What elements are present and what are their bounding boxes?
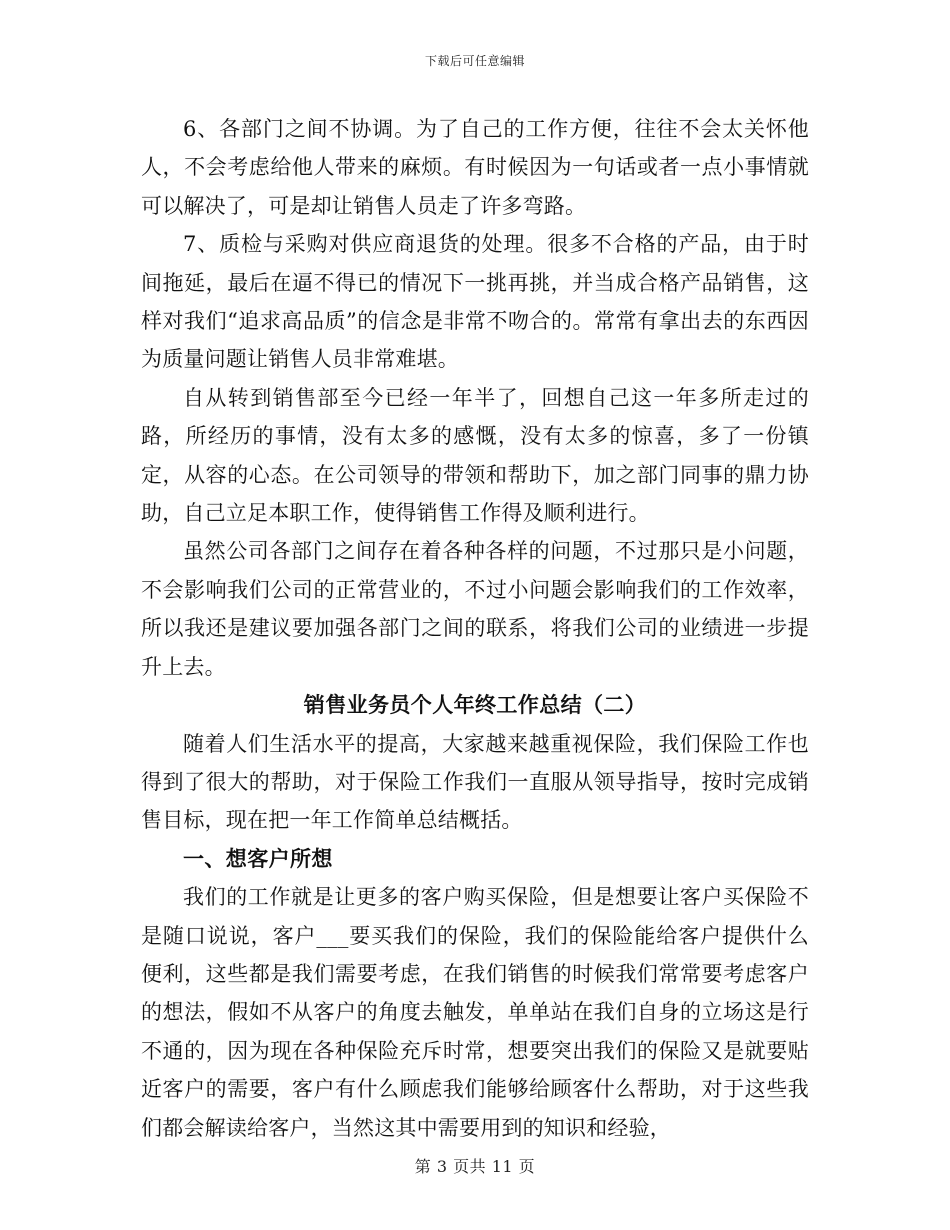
paragraph-suggestion: 虽然公司各部门之间存在着各种各样的问题，不过那只是小问题，不会影响我们公司的正常营业的，不过小问题会影响我们的工作效率，所以我还是建议要加强各部门之间的联系，将我们公司的业绩进一步提升上去。 [141, 539, 809, 679]
document-body [141, 110, 809, 1147]
paragraph-item-7: 7、质检与采购对供应商退货的处理。很多不合格的产品，由于时间拖延，最后在逼不得已的情况下一挑再挑，并当成合格产品销售，这样对我们“追求高品质”的信念是非常不吻合的。常常有拿出去的东西因为质量问题让销售人员非常难堪。 [141, 232, 809, 372]
paragraph-reflection: 自从转到销售部至今已经一年半了，回想自己这一年多所走过的路，所经历的事情，没有太多的感慨，没有太多的惊喜，多了一份镇定，从容的心态。在公司领导的带领和帮助下，加之部门同事的鼎力协助，自己立足本职工作，使得销售工作得及顺利进行。 [141, 385, 809, 526]
paragraph-customer: 我们的工作就是让更多的客户购买保险，但是想要让客户买保险不是随口说说，客户___要买我们的保险，我们的保险能给客户提供什么便利，这些都是我们需要考虑，在我们销售的时候我们常常要考虑客户的想法，假如不从客户的角度去触发，单单站在我们自身的立场这是行不通的，因为现在各种保险充斥时常，想要突出我们的保险又是就要贴近客户的需要，客户有什么顾虑我们能够给顾客什么帮助，对于这些我们都会解读给客户，当然这其中需要用到的知识和经验， [141, 885, 809, 1140]
page-footer: 第 3 页共 11 页 [414, 1157, 536, 1176]
page-header: 下载后可任意编辑 [424, 54, 525, 68]
paragraph-item-6: 6、各部门之间不协调。为了自己的工作方便，往往不会太关怀他人，不会考虑给他人带来的麻烦。有时候因为一句话或者一点小事情就可以解决了，可是却让销售人员走了许多弯路。 [141, 117, 809, 218]
subheading-customer: 一、想客户所想 [183, 845, 333, 871]
section-title: 销售业务员个人年终工作总结（二） [303, 692, 647, 718]
paragraph-intro: 随着人们生活水平的提高，大家越来越重视保险，我们保险工作也得到了很大的帮助，对于保险工作我们一直服从领导指导，按时完成销售目标，现在把一年工作简单总结概括。 [141, 731, 809, 833]
